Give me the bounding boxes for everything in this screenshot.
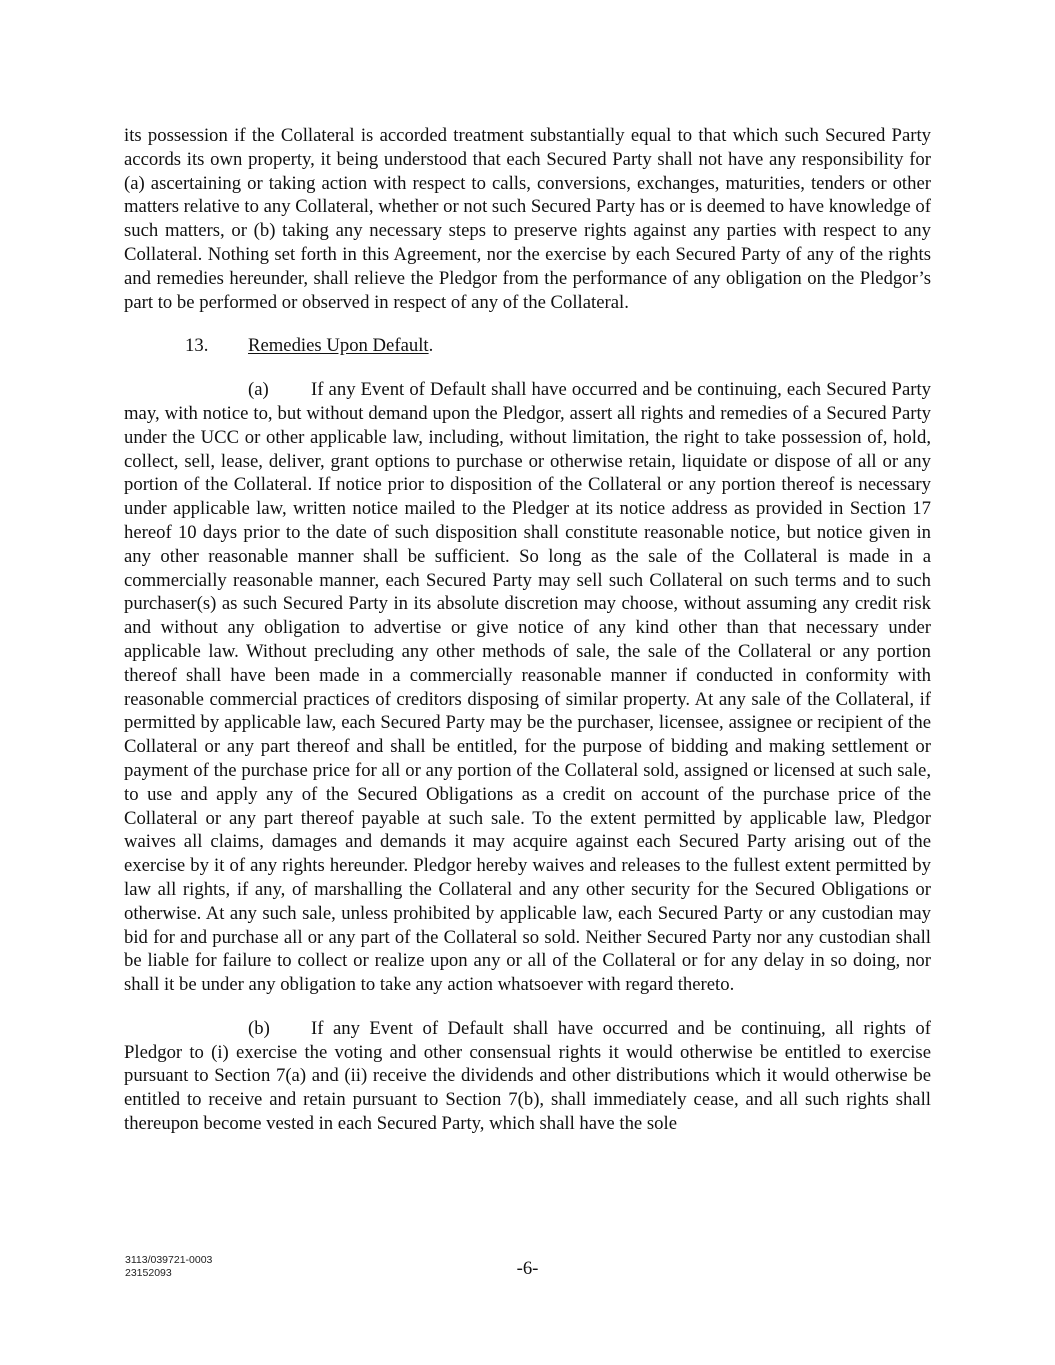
opening-paragraph: its possession if the Collateral is accorded treatment substantially equal to that which such Secured Party accords its own property, it being understood that each Secured Party shall not have any responsibility for (a) ascertaining or taking action with respect to calls, conversions, exchanges, maturities, tenders or other matters relative to any Collateral, whether or not such Secured Party has or is deemed to have knowledge of such matters, or (b) taking any necessary steps to preserve rights against any parties with respect to any Collateral. Nothing set forth in this Agreement, nor the exercise by each Secured Party of any of the rights and remedies hereunder, shall relieve the Pledgor from the performance of any obligation on the Pledgor’s part to be performed or observed in respect of any of the Collateral. <box>124 125 931 313</box>
subsection-a-text: If any Event of Default shall have occurred and be continuing, each Secured Party may, with notice to, but without demand upon the Pledgor, assert all rights and remedies of a Secured Party under the UCC or other applicable law, including, without limitation, the right to take possession of, hold, collect, sell, lease, deliver, grant options to purchase or otherwise retain, liquidate or dispose of all or any portion of the Collateral. If notice prior to disposition of the Collateral or any portion thereof is necessary under applicable law, written notice mailed to the Pledger at its notice address as provided in Section 17 hereof 10 days prior to the date of such disposition shall constitute reasonable notice, but notice given in any other reasonable manner shall be sufficient. So long as the sale of the Collateral is made in a commercially reasonable manner, each Secured Party may sell such Collateral on such terms and to such purchaser(s) as such Secured Party in its absolute discretion may choose, without assuming any credit risk and without any obligation to advertise or give notice of any kind other than that necessary under applicable law. Without precluding any other methods of sale, the sale of the Collateral or any portion thereof shall have been made in a commercially reasonable manner if conducted in conformity with reasonable commercial practices of creditors disposing of similar property. At any sale of the Collateral, if permitted by applicable law, each Secured Party may be the purchaser, licensee, assignee or recipient of the Collateral or any part thereof and shall be entitled, for the purpose of bidding and making settlement or payment of the purchase price for all or any portion of the Collateral sold, assigned or licensed at such sale, to use and apply any of the Secured Obligations as a credit on account of the purchase price of the Collateral or any part thereof payable at such sale. To the extent permitted by applicable law, Pledgor waives all claims, damages and demands it may acquire against each Secured Party arising out of the exercise by it of any rights hereunder. Pledgor hereby waives and releases to the fullest extent permitted by law all rights, if any, of marshalling the Collateral and any other security for the Secured Obligations or otherwise. At any such sale, unless prohibited by applicable law, each Secured Party or any custodian may bid for and purchase all or any part of the Collateral so sold. Neither Secured Party nor any custodian shall be liable for failure to collect or realize upon any or all of the Collateral or for any delay in so doing, nor shall it be under any obligation to take any action whatsoever with regard thereto. <box>124 379 931 996</box>
document-reference-line-1: 3113/039721-0003 <box>125 1254 213 1266</box>
subsection-a <box>124 378 931 997</box>
section-heading <box>124 334 931 358</box>
document-body <box>124 124 931 1136</box>
section-title-punctuation: . <box>428 335 434 357</box>
subsection-b-label: (b) <box>248 1017 270 1039</box>
document-reference-line-2: 23152093 <box>125 1267 172 1279</box>
section-title: Remedies Upon Default <box>248 335 429 357</box>
subsection-b <box>124 1017 931 1136</box>
subsection-b-text: If any Event of Default shall have occurred and be continuing, all rights of Pledgor to (i) exercise the voting and other consensual rights it would otherwise be entitled to exercise pursuant to Section 7(a) and (ii) receive the dividends and other distributions which it would otherwise be entitled to receive and retain pursuant to Section 7(b), shall immediately cease, and all such rights shall thereupon become vested in each Secured Party, which shall have the sole <box>124 1017 931 1135</box>
page-number: -6- <box>516 1258 539 1279</box>
section-number: 13. <box>185 335 209 357</box>
subsection-a-label: (a) <box>248 379 269 401</box>
